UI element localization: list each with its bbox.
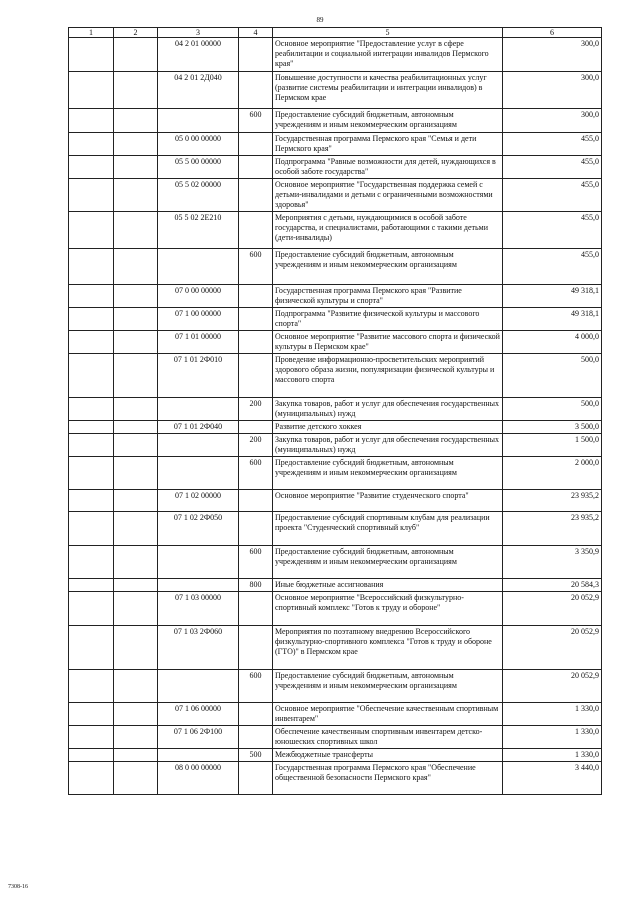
target-code-cell xyxy=(158,434,239,457)
description-cell: Государственная программа Пермского края "Обеспечение общественной безопасности Пермского края" xyxy=(273,762,503,795)
description-cell: Основное мероприятие "Всероссийский физкультурно-спортивный комплекс "Готов к труду и обороне" xyxy=(273,592,503,626)
target-code-cell: 04 2 01 00000 xyxy=(158,38,239,72)
description-cell: Закупка товаров, работ и услуг для обеспечения государственных (муниципальных) нужд xyxy=(273,434,503,457)
col2-cell xyxy=(114,398,158,421)
expense-type-cell: 600 xyxy=(239,249,273,285)
col2-cell xyxy=(114,670,158,703)
col-header-3: 3 xyxy=(158,28,239,38)
target-code-cell: 07 1 03 00000 xyxy=(158,592,239,626)
col2-cell xyxy=(114,749,158,762)
description-cell: Государственная программа Пермского края "Развитие физической культуры и спорта" xyxy=(273,285,503,308)
col2-cell xyxy=(114,579,158,592)
description-cell: Основное мероприятие "Развитие студенческого спорта" xyxy=(273,490,503,512)
expense-type-cell xyxy=(239,212,273,249)
expense-type-cell xyxy=(239,179,273,212)
target-code-cell xyxy=(158,457,239,490)
amount-cell: 1 330,0 xyxy=(503,749,602,762)
description-cell: Предоставление субсидий бюджетным, автономным учреждениям и иным некоммерческим организациям xyxy=(273,457,503,490)
expense-type-cell xyxy=(239,512,273,546)
col2-cell xyxy=(114,38,158,72)
table-row xyxy=(69,726,602,749)
target-code-cell xyxy=(158,249,239,285)
col2-cell xyxy=(114,512,158,546)
col1-cell xyxy=(69,703,114,726)
col2-cell xyxy=(114,490,158,512)
col1-cell xyxy=(69,512,114,546)
target-code-cell: 07 1 01 00000 xyxy=(158,331,239,354)
expense-type-cell xyxy=(239,626,273,670)
amount-cell: 20 052,9 xyxy=(503,626,602,670)
description-cell: Подпрограмма "Равные возможности для детей, нуждающихся в особой заботе государства" xyxy=(273,156,503,179)
amount-cell: 20 052,9 xyxy=(503,670,602,703)
col2-cell xyxy=(114,457,158,490)
table-row xyxy=(69,546,602,579)
description-cell: Иные бюджетные ассигнования xyxy=(273,579,503,592)
expense-type-cell xyxy=(239,72,273,109)
col-header-1: 1 xyxy=(69,28,114,38)
col1-cell xyxy=(69,749,114,762)
amount-cell: 455,0 xyxy=(503,179,602,212)
target-code-cell: 07 1 03 2Ф060 xyxy=(158,626,239,670)
target-code-cell: 07 1 06 00000 xyxy=(158,703,239,726)
amount-cell: 3 440,0 xyxy=(503,762,602,795)
expense-type-cell xyxy=(239,285,273,308)
amount-cell: 455,0 xyxy=(503,156,602,179)
col2-cell xyxy=(114,179,158,212)
col1-cell xyxy=(69,133,114,156)
target-code-cell xyxy=(158,670,239,703)
description-cell: Основное мероприятие "Развитие массового спорта и физической культуры в Пермском крае" xyxy=(273,331,503,354)
target-code-cell: 07 1 01 2Ф010 xyxy=(158,354,239,398)
amount-cell: 49 318,1 xyxy=(503,308,602,331)
target-code-cell xyxy=(158,546,239,579)
col2-cell xyxy=(114,434,158,457)
col2-cell xyxy=(114,592,158,626)
target-code-cell: 05 5 02 2Е210 xyxy=(158,212,239,249)
table-row xyxy=(69,38,602,72)
table-row xyxy=(69,72,602,109)
col2-cell xyxy=(114,703,158,726)
table-row xyxy=(69,285,602,308)
description-cell: Межбюджетные трансферты xyxy=(273,749,503,762)
amount-cell: 300,0 xyxy=(503,38,602,72)
col2-cell xyxy=(114,133,158,156)
col2-cell xyxy=(114,308,158,331)
description-cell: Государственная программа Пермского края "Семья и дети Пермского края" xyxy=(273,133,503,156)
table-row xyxy=(69,354,602,398)
col1-cell xyxy=(69,38,114,72)
description-cell: Предоставление субсидий бюджетным, автономным учреждениям и иным некоммерческим организациям xyxy=(273,546,503,579)
expense-type-cell: 500 xyxy=(239,749,273,762)
amount-cell: 300,0 xyxy=(503,72,602,109)
description-cell: Предоставление субсидий бюджетным, автономным учреждениям и иным некоммерческим организациям xyxy=(273,249,503,285)
col-header-6: 6 xyxy=(503,28,602,38)
amount-cell: 20 052,9 xyxy=(503,592,602,626)
expense-type-cell: 600 xyxy=(239,670,273,703)
expense-type-cell: 800 xyxy=(239,579,273,592)
description-cell: Предоставление субсидий спортивным клубам для реализации проекта "Студенческий спортивный клуб" xyxy=(273,512,503,546)
table-row xyxy=(69,579,602,592)
table-row xyxy=(69,212,602,249)
col1-cell xyxy=(69,457,114,490)
amount-cell: 300,0 xyxy=(503,109,602,133)
col1-cell xyxy=(69,212,114,249)
expense-type-cell: 600 xyxy=(239,109,273,133)
table-row xyxy=(69,421,602,434)
description-cell: Мероприятия по поэтапному внедрению Всероссийского физкультурно-спортивного комплекса "Готов к труду и обороне (ГТО)" в Пермском крае xyxy=(273,626,503,670)
col1-cell xyxy=(69,179,114,212)
description-cell: Повышение доступности и качества реабилитационных услуг (развитие системы реабилитации и интеграции инвалидов) в Пермском крае xyxy=(273,72,503,109)
col1-cell xyxy=(69,726,114,749)
amount-cell: 500,0 xyxy=(503,354,602,398)
amount-cell: 1 330,0 xyxy=(503,703,602,726)
expense-type-cell: 200 xyxy=(239,398,273,421)
expense-type-cell xyxy=(239,38,273,72)
amount-cell: 455,0 xyxy=(503,212,602,249)
target-code-cell: 05 5 00 00000 xyxy=(158,156,239,179)
expense-type-cell xyxy=(239,331,273,354)
col1-cell xyxy=(69,546,114,579)
expense-type-cell: 600 xyxy=(239,546,273,579)
col2-cell xyxy=(114,212,158,249)
table-row xyxy=(69,749,602,762)
col2-cell xyxy=(114,249,158,285)
header-row xyxy=(69,28,602,38)
table-row xyxy=(69,457,602,490)
expense-type-cell xyxy=(239,762,273,795)
col2-cell xyxy=(114,421,158,434)
col1-cell xyxy=(69,762,114,795)
col1-cell xyxy=(69,626,114,670)
col1-cell xyxy=(69,592,114,626)
col1-cell xyxy=(69,434,114,457)
amount-cell: 2 000,0 xyxy=(503,457,602,490)
col2-cell xyxy=(114,109,158,133)
table-row xyxy=(69,156,602,179)
target-code-cell: 07 1 06 2Ф100 xyxy=(158,726,239,749)
target-code-cell: 07 0 00 00000 xyxy=(158,285,239,308)
col1-cell xyxy=(69,354,114,398)
col2-cell xyxy=(114,726,158,749)
description-cell: Предоставление субсидий бюджетным, автономным учреждениям и иным некоммерческим организациям xyxy=(273,109,503,133)
col2-cell xyxy=(114,156,158,179)
description-cell: Предоставление субсидий бюджетным, автономным учреждениям и иным некоммерческим организациям xyxy=(273,670,503,703)
col1-cell xyxy=(69,109,114,133)
target-code-cell xyxy=(158,109,239,133)
amount-cell: 500,0 xyxy=(503,398,602,421)
table-row xyxy=(69,249,602,285)
target-code-cell: 05 0 00 00000 xyxy=(158,133,239,156)
description-cell: Основное мероприятие "Обеспечение качественным спортивным инвентарем" xyxy=(273,703,503,726)
target-code-cell: 07 1 01 2Ф040 xyxy=(158,421,239,434)
col2-cell xyxy=(114,546,158,579)
table-row xyxy=(69,490,602,512)
target-code-cell xyxy=(158,398,239,421)
col1-cell xyxy=(69,72,114,109)
budget-table xyxy=(68,27,602,795)
col1-cell xyxy=(69,331,114,354)
col1-cell xyxy=(69,398,114,421)
amount-cell: 3 500,0 xyxy=(503,421,602,434)
target-code-cell: 04 2 01 2Д040 xyxy=(158,72,239,109)
description-cell: Обеспечение качественным спортивным инвентарем детско-юношеских спортивных школ xyxy=(273,726,503,749)
col1-cell xyxy=(69,308,114,331)
col2-cell xyxy=(114,354,158,398)
description-cell: Проведение информационно-просветительских мероприятий здорового образа жизни, популяризации физической культуры и массового спорта xyxy=(273,354,503,398)
table-row xyxy=(69,762,602,795)
col-header-5: 5 xyxy=(273,28,503,38)
col-header-4: 4 xyxy=(239,28,273,38)
amount-cell: 23 935,2 xyxy=(503,490,602,512)
table-row xyxy=(69,592,602,626)
table-row xyxy=(69,109,602,133)
expense-type-cell xyxy=(239,490,273,512)
amount-cell: 1 500,0 xyxy=(503,434,602,457)
col2-cell xyxy=(114,331,158,354)
description-cell: Подпрограмма "Развитие физической культуры и массового спорта" xyxy=(273,308,503,331)
target-code-cell: 07 1 00 00000 xyxy=(158,308,239,331)
target-code-cell: 05 5 02 00000 xyxy=(158,179,239,212)
target-code-cell: 07 1 02 00000 xyxy=(158,490,239,512)
table-row xyxy=(69,703,602,726)
table-row xyxy=(69,434,602,457)
col1-cell xyxy=(69,670,114,703)
col2-cell xyxy=(114,626,158,670)
description-cell: Мероприятия с детьми, нуждающимися в особой заботе государства, и специалистами, работающими с такими детьми (дети-инвалиды) xyxy=(273,212,503,249)
document-code: 7308-16 xyxy=(8,884,28,890)
description-cell: Развитие детского хоккея xyxy=(273,421,503,434)
table-row xyxy=(69,179,602,212)
col1-cell xyxy=(69,421,114,434)
table-row xyxy=(69,398,602,421)
col1-cell xyxy=(69,579,114,592)
expense-type-cell xyxy=(239,308,273,331)
table-row xyxy=(69,308,602,331)
expense-type-cell xyxy=(239,726,273,749)
amount-cell: 1 330,0 xyxy=(503,726,602,749)
table-row xyxy=(69,512,602,546)
amount-cell: 3 350,9 xyxy=(503,546,602,579)
col2-cell xyxy=(114,762,158,795)
expense-type-cell xyxy=(239,421,273,434)
expense-type-cell: 600 xyxy=(239,457,273,490)
table-row xyxy=(69,331,602,354)
expense-type-cell: 200 xyxy=(239,434,273,457)
target-code-cell xyxy=(158,579,239,592)
table-row xyxy=(69,133,602,156)
amount-cell: 455,0 xyxy=(503,133,602,156)
expense-type-cell xyxy=(239,156,273,179)
description-cell: Основное мероприятие "Предоставление услуг в сфере реабилитации и социальной интеграции инвалидов Пермского края" xyxy=(273,38,503,72)
col1-cell xyxy=(69,249,114,285)
description-cell: Закупка товаров, работ и услуг для обеспечения государственных (муниципальных) нужд xyxy=(273,398,503,421)
expense-type-cell xyxy=(239,703,273,726)
amount-cell: 455,0 xyxy=(503,249,602,285)
col2-cell xyxy=(114,285,158,308)
page-number: 89 xyxy=(316,16,324,24)
target-code-cell xyxy=(158,749,239,762)
col2-cell xyxy=(114,72,158,109)
description-cell: Основное мероприятие "Государственная поддержка семей с детьми-инвалидами и детьми с ограниченными возможностями здоровья" xyxy=(273,179,503,212)
table-row xyxy=(69,670,602,703)
expense-type-cell xyxy=(239,354,273,398)
amount-cell: 4 000,0 xyxy=(503,331,602,354)
col1-cell xyxy=(69,285,114,308)
col1-cell xyxy=(69,156,114,179)
table-row xyxy=(69,626,602,670)
target-code-cell: 08 0 00 00000 xyxy=(158,762,239,795)
expense-type-cell xyxy=(239,133,273,156)
amount-cell: 20 584,3 xyxy=(503,579,602,592)
amount-cell: 49 318,1 xyxy=(503,285,602,308)
amount-cell: 23 935,2 xyxy=(503,512,602,546)
target-code-cell: 07 1 02 2Ф050 xyxy=(158,512,239,546)
col-header-2: 2 xyxy=(114,28,158,38)
expense-type-cell xyxy=(239,592,273,626)
col1-cell xyxy=(69,490,114,512)
